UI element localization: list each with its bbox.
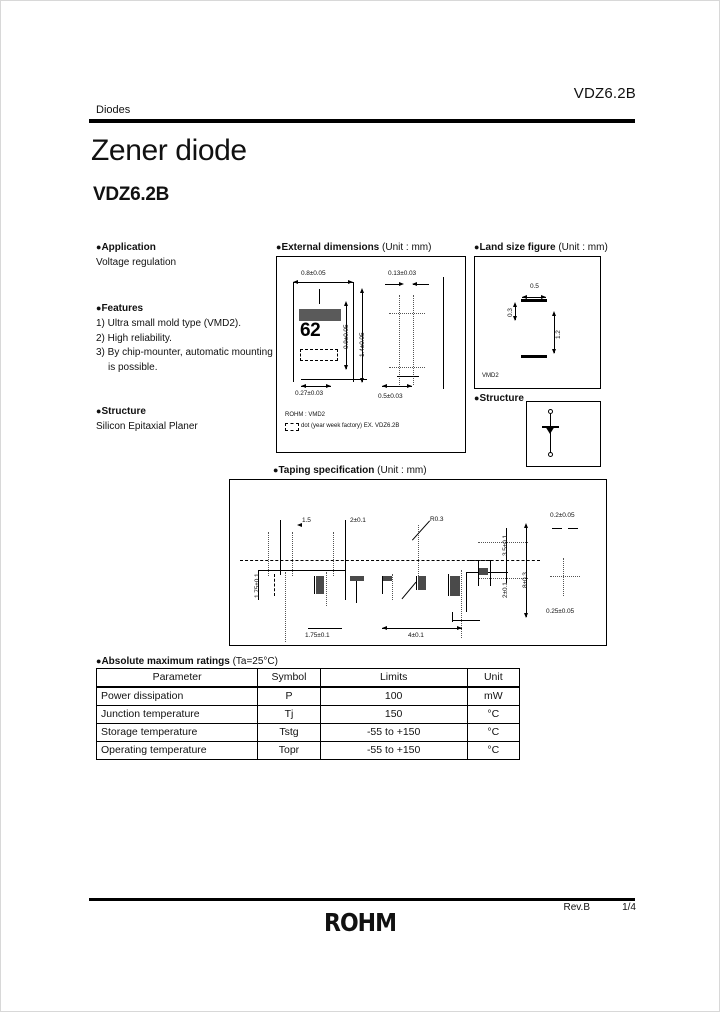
- table-row: [97, 706, 520, 724]
- marking-dot-box: [285, 423, 299, 431]
- dim-line: [308, 628, 342, 629]
- bullet-icon: ●: [96, 242, 102, 252]
- arrow-up-icon: [552, 311, 556, 316]
- arrow-up-icon: [344, 301, 348, 306]
- feature-item: 1) Ultra small mold type (VMD2).: [96, 318, 242, 329]
- symbol-wire: [550, 414, 551, 456]
- tape-pocket-wall: [416, 576, 417, 590]
- arrow-down-icon: [552, 349, 556, 354]
- feature-item: 2) High reliability.: [96, 332, 172, 344]
- leader-line: [402, 582, 417, 599]
- dim-pad-width: 0.5: [530, 283, 539, 290]
- land-pad-bottom: [521, 355, 547, 358]
- tape-centerline: [240, 560, 490, 561]
- revision-label: Rev.B: [563, 902, 590, 913]
- tape-component: [350, 576, 364, 581]
- structure-text: Silicon Epitaxial Planer: [96, 421, 198, 432]
- structure-symbol-heading: ●Structure: [474, 393, 524, 404]
- dim-depth: 2±0.1: [502, 582, 509, 598]
- panel-divider: [443, 277, 444, 389]
- dim-lead-right: 0.5±0.03: [378, 393, 403, 400]
- application-heading: ●Application: [96, 242, 156, 253]
- cell-limits: -55 to +150: [320, 724, 467, 742]
- chip-pin-line: [319, 289, 320, 304]
- tape-pocket-guide: [392, 574, 393, 600]
- dim-line: [554, 313, 555, 353]
- arrow-down-icon: [524, 613, 528, 618]
- ratings-heading: ●Absolute maximum ratings (Ta=25°C): [96, 656, 278, 667]
- page-number: 1/4: [622, 902, 636, 913]
- header-part-number: VDZ6.2B: [573, 85, 636, 102]
- tape-pocket-guide: [326, 572, 327, 606]
- cell-parameter: Power dissipation: [97, 687, 258, 706]
- arrow-left-icon: [297, 523, 302, 527]
- section-wall: [466, 572, 467, 612]
- dim-height-outer: 1.4±0.05: [359, 332, 366, 357]
- tape-component: [382, 576, 392, 581]
- dim-pitch-b: 4±0.1: [408, 632, 424, 639]
- taping-panel: [229, 479, 607, 646]
- dim-tape-width: 8±0.3: [522, 572, 529, 588]
- arrow-left-icon: [301, 384, 306, 388]
- cell-unit: °C: [467, 724, 519, 742]
- land-size-panel: [474, 256, 601, 389]
- arrow-left-icon: [412, 282, 417, 286]
- dim-ext-line: [397, 376, 419, 377]
- side-view-edge: [413, 295, 414, 385]
- table-header-row: [97, 669, 520, 688]
- arrow-right-icon: [407, 384, 412, 388]
- land-size-heading: ●Land size figure (Unit : mm): [474, 242, 608, 253]
- chip-marking: 62: [300, 320, 321, 341]
- application-text: Voltage regulation: [96, 257, 177, 268]
- tape-pocket-wall: [274, 574, 275, 596]
- column-header-parameter: Parameter: [97, 669, 258, 688]
- dim-edge-a: 3.5±0.1: [502, 535, 509, 556]
- dim-line: [382, 628, 462, 629]
- dim-ext-line: [301, 379, 367, 380]
- cell-unit: mW: [467, 687, 519, 706]
- arrow-right-icon: [399, 282, 404, 286]
- dim-pitch: 1.2: [555, 330, 562, 339]
- bullet-icon: ●: [474, 393, 480, 403]
- table-row: [97, 687, 520, 706]
- cell-parameter: Storage temperature: [97, 724, 258, 742]
- dim-line: [452, 620, 480, 621]
- features-list: [96, 317, 271, 375]
- section-outline: [478, 578, 528, 579]
- arrow-left-icon: [382, 384, 387, 388]
- table-row: [97, 724, 520, 742]
- ext-line: [353, 282, 354, 382]
- cell-symbol: P: [258, 687, 321, 706]
- chip-dot-area: [300, 349, 338, 361]
- structure-heading: ●Structure: [96, 406, 146, 417]
- feature-item: 3) By chip-mounter, automatic mounting: [96, 347, 273, 358]
- cell-unit: °C: [467, 706, 519, 724]
- tape-surface-line: [258, 570, 346, 571]
- arrow-right-icon: [326, 384, 331, 388]
- features-heading: ●Features: [96, 303, 144, 314]
- cell-parameter: Junction temperature: [97, 706, 258, 724]
- dim-line: [526, 525, 527, 617]
- dim-height-inner: 0.9±0.05: [343, 324, 350, 349]
- external-dimensions-heading: ●External dimensions (Unit : mm): [276, 242, 432, 253]
- column-header-symbol: Symbol: [258, 669, 321, 688]
- dim-pad-height: 0.3: [507, 308, 514, 317]
- section-wall: [478, 560, 479, 586]
- header-category: Diodes: [96, 104, 131, 116]
- side-view-edge: [399, 295, 400, 385]
- tape-component: [316, 576, 324, 594]
- footer-rule: [89, 898, 635, 901]
- dim-lead-left: 0.27±0.03: [295, 390, 323, 397]
- column-header-limits: Limits: [320, 669, 467, 688]
- tape-hole-axis: [345, 520, 346, 600]
- arrow-up-icon: [360, 288, 364, 293]
- bullet-icon: ●: [273, 465, 279, 475]
- column-header-unit: Unit: [467, 669, 519, 688]
- dim-thickness: 0.13±0.03: [388, 270, 416, 277]
- arrow-right-icon: [457, 626, 462, 630]
- taping-heading: ●Taping specification (Unit : mm): [273, 465, 427, 476]
- cell-limits: 150: [320, 706, 467, 724]
- section-wall: [490, 560, 491, 586]
- side-view-line: [389, 313, 425, 314]
- bullet-icon: ●: [96, 303, 102, 313]
- external-dimensions-panel: [276, 256, 466, 453]
- tape-pocket-wall: [314, 576, 315, 594]
- dim-corner-r: R0.3: [430, 516, 444, 523]
- tape-pocket-guide: [285, 572, 286, 642]
- dim-line: [552, 528, 562, 529]
- section-component: [478, 568, 488, 575]
- dim-line: [568, 528, 578, 529]
- bullet-icon: ●: [276, 242, 282, 252]
- part-subtitle: VDZ6.2B: [93, 184, 170, 205]
- tape-component: [418, 576, 426, 590]
- arrow-down-icon: [513, 316, 517, 321]
- absolute-maximum-ratings-table: [96, 668, 520, 760]
- structure-symbol-panel: [526, 401, 601, 467]
- marking-note-line1: ROHM : VMD2: [285, 412, 326, 418]
- tape-pocket-wall: [448, 574, 449, 596]
- dim-edge-b: 1.75±0.1: [254, 573, 261, 598]
- dim-line: [293, 282, 353, 283]
- arrow-down-icon: [344, 365, 348, 370]
- rohm-logo: ROHM: [324, 909, 396, 938]
- leader-line: [412, 521, 430, 541]
- arrow-left-icon: [382, 626, 387, 630]
- marking-note-line2: dot (year week factory) EX. VDZ6.2B: [301, 423, 400, 429]
- section-guide: [550, 576, 580, 577]
- dim-width: 0.8±0.05: [301, 270, 326, 277]
- tape-pocket-wall: [382, 576, 383, 594]
- section-guide: [563, 558, 564, 596]
- cell-symbol: Tj: [258, 706, 321, 724]
- table-row: [97, 742, 520, 760]
- bullet-icon: ●: [96, 656, 102, 666]
- zener-bar: [542, 426, 559, 428]
- dim-thickness-label: 0.25±0.05: [546, 608, 574, 615]
- tape-component: [450, 576, 460, 596]
- cell-unit: °C: [467, 742, 519, 760]
- page-title: Zener diode: [91, 134, 247, 167]
- dim-ext-line: [452, 612, 453, 622]
- cell-limits: 100: [320, 687, 467, 706]
- tape-centre-tick: [356, 581, 357, 603]
- section-centerline: [470, 560, 540, 561]
- dim-pocket-pitch: 1.75±0.1: [305, 632, 330, 639]
- cell-symbol: Tstg: [258, 724, 321, 742]
- bullet-icon: ●: [474, 242, 480, 252]
- arrow-up-icon: [513, 302, 517, 307]
- land-pad-top: [521, 299, 547, 302]
- dim-pitch-a: 2±0.1: [350, 517, 366, 524]
- ext-line: [293, 282, 294, 382]
- terminal-anode-icon: [548, 452, 553, 457]
- dim-hole-dia: 1.5: [302, 517, 311, 524]
- arrow-up-icon: [524, 523, 528, 528]
- cell-limits: -55 to +150: [320, 742, 467, 760]
- tape-hole-axis: [280, 520, 281, 575]
- dim-top: 0.2±0.05: [550, 512, 575, 519]
- cell-parameter: Operating temperature: [97, 742, 258, 760]
- bullet-icon: ●: [96, 406, 102, 416]
- feature-item-cont: is possible.: [108, 361, 158, 373]
- land-package-label: VMD2: [482, 373, 499, 379]
- header-rule: [89, 119, 635, 123]
- cell-symbol: Topr: [258, 742, 321, 760]
- side-view-line: [389, 367, 425, 368]
